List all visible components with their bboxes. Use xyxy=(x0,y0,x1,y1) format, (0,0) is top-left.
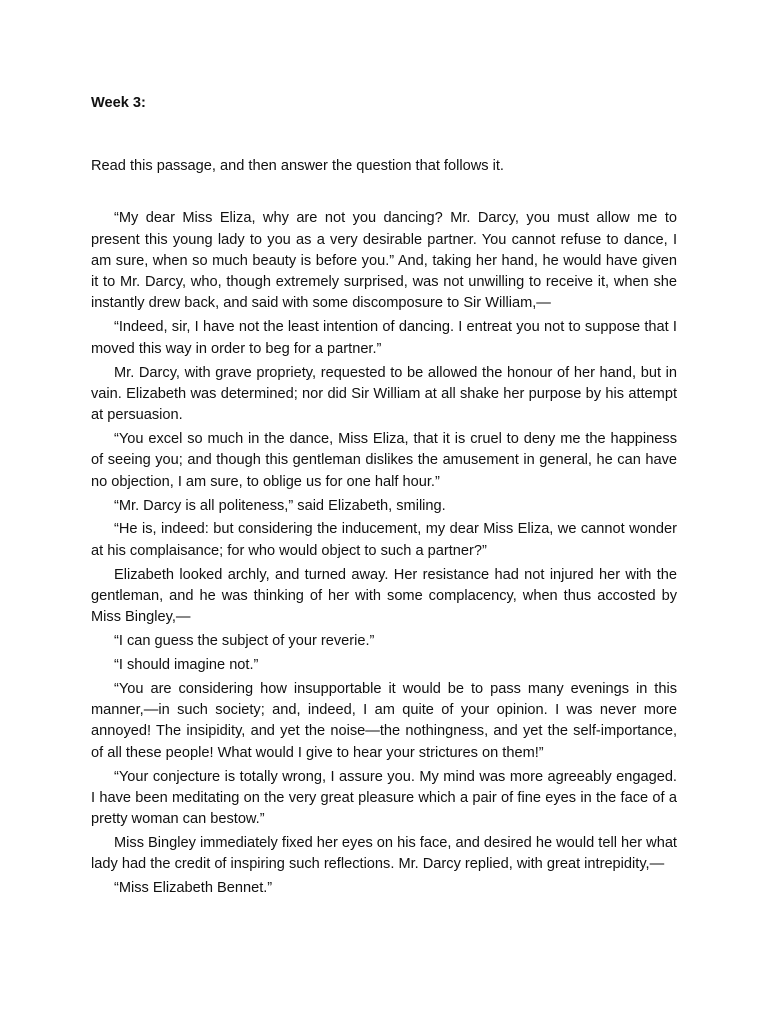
passage-paragraph: “He is, indeed: but considering the inducement, my dear Miss Eliza, we cannot wonder at his complaisance; for who would object to such a partner?” xyxy=(91,521,677,559)
passage-paragraph: “My dear Miss Eliza, why are not you dancing? Mr. Darcy, you must allow me to present this young lady to you as a very desirable partner. You cannot refuse to dance, I am sure, when so much beauty is before you.” And, taking her hand, he would have given it to Mr. Darcy, who, though extremely surprised, was not unwilling to receive it, when she instantly drew back, and said with some discomposure to Sir William,— xyxy=(91,210,677,312)
passage-paragraph: “You excel so much in the dance, Miss Eliza, that it is cruel to deny me the happiness of seeing you; and though this gentleman dislikes the amusement in general, he can have no objection, I am sure, to oblige us for one half hour.” xyxy=(91,431,677,490)
passage-paragraph: Elizabeth looked archly, and turned away. Her resistance had not injured her with the gentleman, and he was thinking of her with some complacency, when thus accosted by Miss Bingley,— xyxy=(91,566,677,626)
passage-paragraph: Miss Bingley immediately fixed her eyes on his face, and desired he would tell her what lady had the credit of inspiring such reflections. Mr. Darcy replied, with great intrepidity,— xyxy=(91,835,677,873)
passage-paragraph: “I can guess the subject of your reverie.” xyxy=(114,633,375,650)
passage-paragraph: “Mr. Darcy is all politeness,” said Elizabeth, smiling. xyxy=(114,497,446,514)
passage-paragraph: Mr. Darcy, with grave propriety, requested to be allowed the honour of her hand, but in vain. Elizabeth was determined; nor did Sir William at all shake her purpose by his attempt at persuasion. xyxy=(91,364,677,424)
passage-paragraph: “I should imagine not.” xyxy=(114,656,259,673)
instruction-text: Read this passage, and then answer the question that follows it. xyxy=(91,158,504,174)
passage-paragraph: “Miss Elizabeth Bennet.” xyxy=(114,880,273,897)
passage xyxy=(91,208,677,899)
passage-paragraph: “You are considering how insupportable it would be to pass many evenings in this manner,—in such society; and, indeed, I am quite of your opinion. I was never more annoyed! The insipidity, and yet the noise—the nothingness, and yet the self-importance, of all these people! What would I give to hear your strictures on them!” xyxy=(91,680,677,761)
passage-paragraph: “Indeed, sir, I have not the least intention of dancing. I entreat you not to suppose that I moved this way in order to beg for a partner.” xyxy=(91,319,677,357)
week-heading: Week 3: xyxy=(91,95,146,111)
passage-paragraph: “Your conjecture is totally wrong, I assure you. My mind was more agreeably engaged. I have been meditating on the very great pleasure which a pair of fine eyes in the face of a pretty woman can bestow.” xyxy=(91,768,677,828)
